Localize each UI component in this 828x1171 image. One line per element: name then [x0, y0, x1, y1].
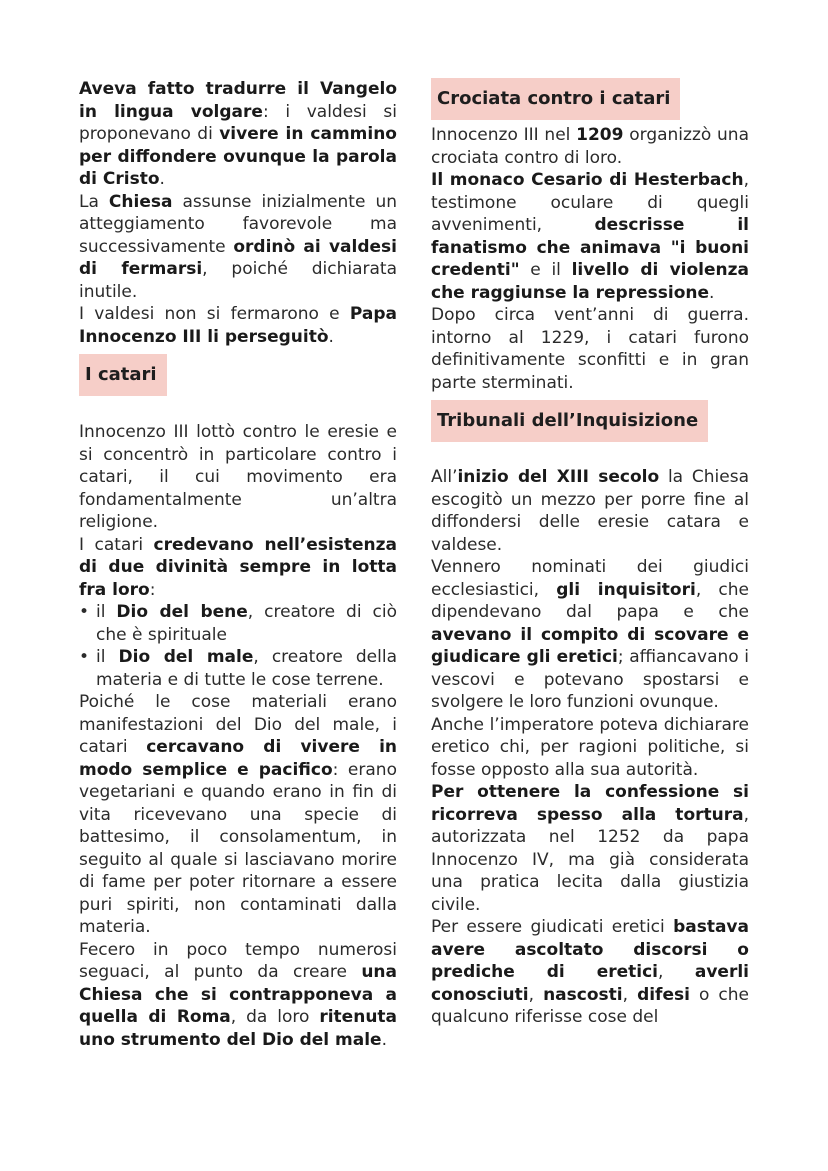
bold-text: 1209: [576, 125, 624, 145]
left-column: [79, 78, 397, 1051]
tribunali-heading: Tribunali dell’Inquisizione: [431, 400, 708, 442]
crociata-heading: Crociata contro i catari: [431, 78, 680, 120]
bold-text: averli conosciuti: [431, 962, 749, 1005]
bold-text: gli inquisitori: [556, 579, 696, 600]
bold-text: livello di violenza che raggiunse la repressione: [431, 260, 749, 303]
catari-belief-paragraph: I catari credevano nell’esistenza di due divinità sempre in lotta fra loro:: [79, 534, 397, 600]
bold-text: cercavano di vivere in modo semplice e pacifico: [79, 737, 397, 780]
cesario-paragraph: Il monaco Cesario di Hesterbach, testimone oculare di quegli avvenimenti, descrisse il fanatismo che animava "i buoni credenti" e il livello di violenza che raggiunse la repressione.: [431, 170, 749, 303]
catari-intro-paragraph: Innocenzo III lottò contro le eresie e si concentrò in particolare contro i catari, il cui movimento era fondamentalmente un’altra religione.: [79, 422, 397, 532]
bold-text: Per ottenere la confessione si ricorreva spesso alla tortura: [431, 782, 749, 825]
war-end-paragraph: Dopo circa vent’anni di guerra. intorno al 1229, i catari furono definitivamente sconfitti e in gran parte sterminati.: [431, 305, 749, 393]
bold-text: Dio del male: [118, 647, 254, 667]
bold-text: Aveva fatto tradurre il Vangelo in lingua volgare: [79, 79, 397, 122]
bold-text: bastava avere ascoltato discorsi o prediche di eretici: [431, 917, 749, 982]
bold-text: Dio del bene: [116, 602, 248, 622]
bold-text: Il monaco Cesario di Hesterbach: [431, 170, 744, 190]
inquisition-origin-paragraph: All’inizio del XIII secolo la Chiesa escogitò un mezzo per porre fine al diffondersi delle eresie catara e valdese.: [431, 467, 749, 555]
bold-text: ordinò ai valdesi di fermarsi: [79, 236, 397, 279]
catari-heading: I catari: [79, 354, 167, 396]
intro-paragraph: Aveva fatto tradurre il Vangelo in lingua volgare: i valdesi si proponevano di vivere in cammino per diffondere ovunque la parola di Cristo.: [79, 79, 397, 189]
bullet-icon: •: [79, 602, 90, 622]
inquisitors-paragraph: Vennero nominati dei giudici ecclesiastici, gli inquisitori, che dipendevano dal papa e che avevano il compito di scovare e giudicare gli eretici; affiancavano i vescovi e potevano spostarsi e svolgere le loro funzioni ovunque.: [431, 557, 750, 712]
divinity-list: [79, 601, 397, 691]
bold-text: Papa Innocenzo III li perseguitò: [79, 304, 397, 347]
bold-text: vivere in cammino per diffondere ovunque la parola di Cristo: [79, 124, 397, 189]
bold-text: Chiesa: [108, 191, 173, 212]
list-item: • il Dio del bene, creatore di ciò che è spirituale: [79, 602, 397, 645]
bold-text: nascosti: [543, 984, 623, 1005]
catari-followers-paragraph: Fecero in poco tempo numerosi seguaci, al punto da creare una Chiesa che si contrapponeva a quella di Roma, da loro ritenuta uno strumento del Dio del male.: [79, 939, 398, 1050]
church-paragraph: La Chiesa assunse inizialmente un atteggiamento favorevole ma successivamente ordinò ai valdesi di fermarsi, poiché dichiarata inutile.: [79, 191, 397, 302]
bullet-icon: •: [79, 647, 90, 667]
bold-text: difesi: [637, 984, 690, 1005]
torture-paragraph: Per ottenere la confessione si ricorreva spesso alla tortura, autorizzata nel 1252 da papa Innocenzo IV, ma già considerata una pratica lecita dalla giustizia civile.: [431, 782, 749, 915]
bold-text: inizio del XIII secolo: [457, 467, 660, 487]
right-column: [431, 78, 749, 1029]
crociata-paragraph: Innocenzo III nel 1209 organizzò una crociata contro di loro.: [431, 125, 749, 168]
catari-lifestyle-paragraph: Poiché le cose materiali erano manifestazioni del Dio del male, i catari cercavano di vivere in modo semplice e pacifico: erano vegetariani e quando erano in fin di vita ricevevano una specie di battesimo, il consolamentum, in seguito al quale si lasciavano morire di fame per poter ritornare a essere puri spiriti, non contaminati dalla materia.: [79, 692, 397, 937]
persecution-paragraph: I valdesi non si fermarono e Papa Innocenzo III li perseguitò.: [79, 304, 397, 347]
bold-text: descrisse il fanatismo che animava "i buoni credenti": [431, 215, 749, 280]
bold-text: avevano il compito di scovare e giudicare gli eretici: [431, 624, 749, 667]
bold-text: una Chiesa che si contrapponeva a quella di Roma: [79, 962, 397, 1027]
bold-text: ritenuta uno strumento del Dio del male: [79, 1007, 398, 1050]
emperor-paragraph: Anche l’imperatore poteva dichiarare eretico chi, per ragioni politiche, si fosse opposto alla sua autorità.: [431, 714, 749, 780]
bold-text: credevano nell’esistenza di due divinità sempre in lotta fra loro: [79, 534, 397, 600]
heretic-criteria-paragraph: Per essere giudicati eretici bastava avere ascoltato discorsi o prediche di eretici, averli conosciuti, nascosti, difesi o che qualcuno riferisse cose del: [431, 917, 749, 1027]
list-item: • il Dio del male, creatore della materia e di tutte le cose terrene.: [79, 647, 397, 690]
